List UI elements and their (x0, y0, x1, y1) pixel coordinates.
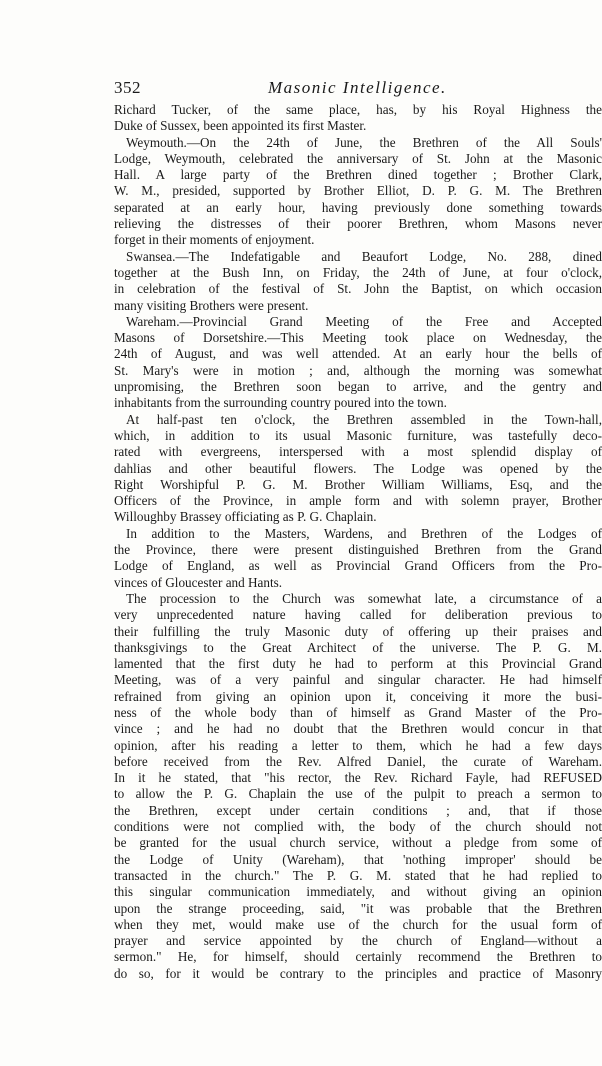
text-line: many visiting Brothers were present. (114, 297, 309, 313)
text-line: St. Mary's were in motion ; and, although the morning was somewhat (114, 362, 602, 378)
text-line: Swansea.—The Indefatigable and Beaufort Lodge, No. 288, dined (126, 248, 602, 264)
text-line: In addition to the Masters, Wardens, and Brethren of the Lodges of (126, 525, 602, 541)
text-line: be granted for the usual church service, without a pledge from some of (114, 835, 602, 851)
text-line: inhabitants from the surrounding country poured into the town. (114, 395, 447, 411)
text-line: the Brethren, except under certain conditions ; and, that if those (114, 802, 602, 818)
text-line: Officers of the Province, in ample form and with solemn prayer, Brother (114, 493, 602, 509)
text-line: W. M., presided, supported by Brother Elliot, D. P. G. M. The Brethren (114, 183, 602, 199)
text-line: 24th of August, and was well attended. At an early hour the bells of (114, 346, 602, 362)
text-line: unpromising, the Brethren soon began to arrive, and the gentry and (114, 379, 602, 395)
text-line: vinces of Gloucester and Hants. (114, 574, 283, 590)
text-line: transacted in the church." The P. G. M. stated that he had replied to (114, 867, 602, 883)
text-line: which, in addition to its usual Masonic furniture, was tastefully deco- (114, 427, 602, 443)
text-line: their fulfilling the truly Masonic duty of offering up their praises and (114, 623, 602, 639)
text-line: forget in their moments of enjoyment. (114, 232, 315, 248)
text-line: very unprecedented nature having called for deliberation previous to (114, 607, 602, 623)
text-line: Wareham.—Provincial Grand Meeting of the Free and Accepted (126, 313, 602, 329)
text-line: vince ; and he had no doubt that the Brethren would concur in that (114, 721, 602, 737)
text-line: Right Worshipful P. G. M. Brother William Williams, Esq, and the (114, 476, 602, 492)
text-line: At half-past ten o'clock, the Brethren assembled in the Town-hall, (126, 411, 602, 427)
text-line: Meeting, was of a very painful and singular character. He had himself (114, 672, 602, 688)
text-line: relieving the distresses of their poorer Brethren, whom Masons never (114, 216, 602, 232)
text-line: In it he stated, that "his rector, the Rev. Richard Fayle, had REFUSED (114, 770, 602, 786)
text-line: The procession to the Church was somewhat late, a circumstance of a (126, 590, 602, 606)
text-line: conditions were not complied with, the body of the church should not (114, 819, 602, 835)
text-line: this singular communication immediately, and without giving an opinion (114, 884, 602, 900)
text-line: the Province, there were present distinguished Brethren from the Grand (114, 542, 602, 558)
text-line: Lodge, Weymouth, celebrated the anniversary of St. John at the Masonic (114, 150, 602, 166)
text-line: separated at an early hour, having previously done something towards (114, 199, 602, 215)
text-line: before received from the Rev. Alfred Daniel, the curate of Wareham. (114, 753, 602, 769)
text-line: upon the strange proceeding, said, "it was probable that the Brethren (114, 900, 602, 916)
text-line: Masons of Dorsetshire.—This Meeting took place on Wednesday, the (114, 330, 602, 346)
text-line: refrained from giving an opinion upon it, conceiving it more the busi- (114, 688, 602, 704)
text-line: Richard Tucker, of the same place, has, by his Royal Highness the (114, 102, 602, 117)
running-title: Masonic Intelligence. (268, 78, 447, 97)
text-line: together at the Bush Inn, on Friday, the 24th of June, at four o'clock, (114, 264, 602, 280)
text-line: rated with evergreens, interspersed with a most splendid display of (114, 444, 602, 460)
text-line: when they met, would make use of the church for the usual form of (114, 916, 602, 932)
text-line: dahlias and other beautiful flowers. The Lodge was opened by the (114, 460, 602, 476)
text-line: to allow the P. G. Chaplain the use of the pulpit to preach a sermon to (114, 786, 602, 802)
text-line: Willoughby Brassey officiating as P. G. Chaplain. (114, 509, 377, 525)
page-number: 352 (114, 78, 141, 97)
text-line: the Lodge of Unity (Wareham), that 'nothing improper' should be (114, 851, 602, 867)
text-line: Hall. A large party of the Brethren dined together ; Brother Clark, (114, 167, 602, 183)
text-line: in celebration of the festival of St. John the Baptist, on which occasion (114, 281, 602, 297)
text-line: Weymouth.—On the 24th of June, the Brethren of the All Souls' (126, 134, 602, 150)
text-line: Lodge of England, as well as Provincial Grand Officers from the Pro- (114, 558, 602, 574)
body-text (114, 102, 602, 982)
text-line: sermon." He, for himself, should certainly recommend the Brethren to (114, 949, 602, 965)
text-line: ness of the whole body than of himself as Grand Master of the Pro- (114, 704, 602, 720)
text-line: lamented that the first duty he had to perform at this Provincial Grand (114, 656, 602, 672)
text-line: thanksgivings to the Great Architect of the universe. The P. G. M. (114, 639, 602, 655)
text-line: do so, for it would be contrary to the principles and practice of Masonry (114, 965, 602, 981)
text-line: opinion, after his reading a letter to them, which he had a few days (114, 737, 602, 753)
text-line: Duke of Sussex, been appointed its first Master. (114, 118, 367, 134)
text-line: prayer and service appointed by the church of England—without a (114, 933, 602, 949)
